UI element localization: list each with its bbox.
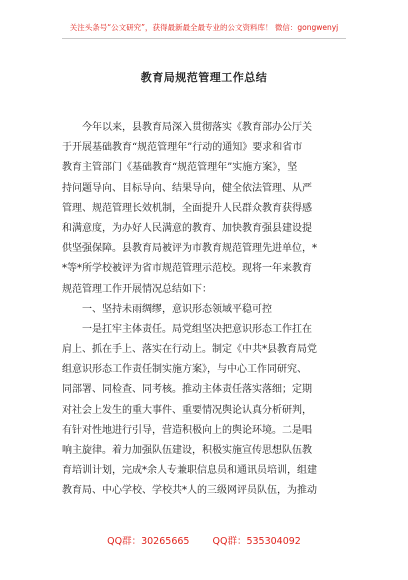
body-line: 肩上、抓在手上、落实在行动上。制定《中共*县教育局党 [62,344,317,356]
footer-qq-groups [0,533,408,547]
body-line: 今年以来，县教育局深入贯彻落实《教育部办公厅关 [82,122,312,133]
body-line: 于开展基础教育“规范管理年”行动的通知》要求和省市 [62,142,303,154]
body-line: 规范管理工作开展情况总结如下： [62,283,212,295]
body-line: 同部署、同检查、同考核。推动主体责任落实落细；定期 [62,384,312,396]
section-heading: 一、坚持未雨绸缪，意识形态领域平稳可控 [82,303,272,315]
document-body [62,118,347,502]
footer-qq-group-1: QQ群：30265665 [107,536,190,547]
body-line: 教育局、中心学校、学校共*人的三级网评员队伍，为推动 [62,485,317,497]
document-title: 教育局规范管理工作总结 [140,71,268,84]
body-line: 有针对性地进行引导，营造积极向上的舆论环境。二是唱 [62,424,312,436]
body-line: 教育主管部门《基础教育“规范管理年”实施方案》，坚 [62,162,298,174]
body-line: 育培训计划，完成*余人专兼职信息员和通讯员培训，组建 [62,465,317,477]
body-line: 对社会上发生的重大事件、重要情况舆论认真分析研判， [62,404,312,416]
body-line: 供坚强保障。县教育局被评为市教育规范管理先进单位，* [62,243,317,255]
body-line: 和满意度，为办好人民满意的教育、加快教育强县建设提 [62,222,312,234]
body-line: 持问题导向、目标导向、结果导向，健全依法管理、从严 [62,182,312,194]
promo-header: 关注头条号“公文研究”，获得最新最全最专业的公文资料库！ 微信：gongwenyj [69,23,339,32]
header-divider [62,38,346,39]
body-line: 组意识形态工作责任制实施方案》，与中心工作同研究、 [62,364,307,376]
body-line: 响主旋律。着力加强队伍建设，积极实施宣传思想队伍教 [62,445,312,456]
footer-qq-group-2: QQ群：535304092 [212,536,301,547]
body-line: *等*所学校被评为省市规范管理示范校。现将一年来教育 [62,263,312,275]
body-line: 一是扛牢主体责任。局党组坚决把意识形态工作扛在 [82,323,312,335]
body-line: 管理、规范管理长效机制，全面提升人民群众教育获得感 [62,202,312,214]
